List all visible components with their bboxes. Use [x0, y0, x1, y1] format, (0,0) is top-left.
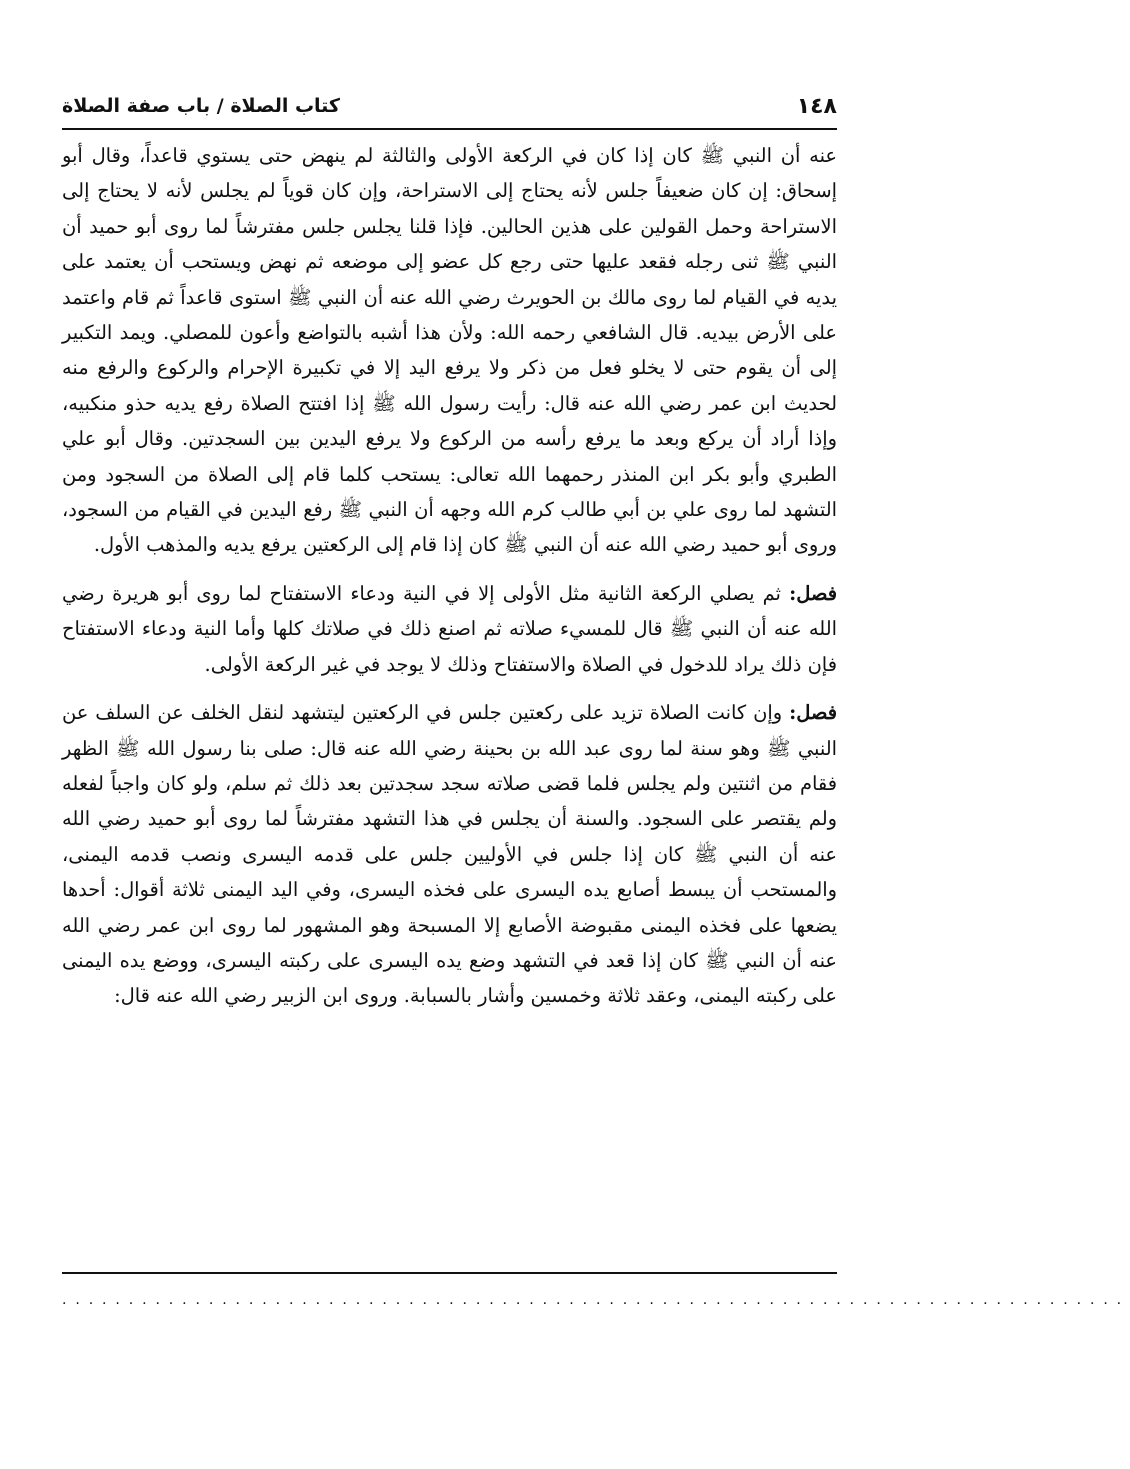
page-number: ١٤٨ — [796, 93, 837, 119]
paragraph-3 — [62, 695, 837, 1014]
main-text — [62, 138, 837, 1014]
section-label: فصل: — [789, 581, 837, 605]
paragraph-1: عنه أن النبي ﷺ كان إذا كان في الركعة الأولى والثالثة لم ينهض حتى يستوي قاعداً، وقال أبو إسحاق: إن كان ضعيفاً جلس لأنه يحتاج إلى الاستراحة، وإن كان قوياً لم يجلس لأنه لا يحتاج إلى الاستراحة وحمل القولين على هذين الحالين. فإذا قلنا يجلس جلس مفترشاً لما روى أبو حميد أن النبي ﷺ ثنى رجله فقعد عليها حتى رجع كل عضو إلى موضعه ثم نهض ويستحب أن يعتمد على يديه في القيام لما روى مالك بن الحويرث رضي الله عنه أن النبي ﷺ استوى قاعداً ثم قام واعتمد على الأرض بيديه. قال الشافعي رحمه الله: ولأن هذا أشبه بالتواضع وأعون للمصلي. ويمد التكبير إلى أن يقوم حتى لا يخلو فعل من ذكر ولا يرفع اليد إلا في تكبيرة الإحرام والركوع والرفع منه لحديث ابن عمر رضي الله عنه قال: رأيت رسول الله ﷺ إذا افتتح الصلاة رفع يديه حذو منكبيه، وإذا أراد أن يركع وبعد ما يرفع رأسه من الركوع ولا يرفع اليدين بين السجدتين. وقال أبو علي الطبري وأبو بكر ابن المنذر رحمهما الله تعالى: يستحب كلما قام إلى الصلاة من السجود ومن التشهد لما روى علي بن أبي طالب كرم الله وجهه أن النبي ﷺ رفع اليدين في القيام من السجود، وروى أبو حميد رضي الله عنه أن النبي ﷺ كان إذا قام إلى الركعتين يرفع يديه والمذهب الأول. — [62, 144, 837, 557]
paragraph-2-text: ثم يصلي الركعة الثانية مثل الأولى إلا في النية ودعاء الاستفتاح لما روى أبو هريرة رضي الله عنه أن النبي ﷺ قال للمسيء صلاته ثم اصنع ذلك في صلاتك كلها وأما النية ودعاء الاستفتاح فإن ذلك يراد للدخول في الصلاة والاستفتاح وذلك لا يوجد في غير الركعة الأولى. — [62, 581, 837, 676]
footnote-dots: ................................................................................ — [62, 1292, 1130, 1308]
page-header — [62, 88, 837, 124]
footnote-rule — [62, 1272, 837, 1274]
header-rule — [62, 128, 837, 130]
running-title: كتاب الصلاة / باب صفة الصلاة — [62, 95, 340, 117]
paragraph-2 — [62, 576, 837, 682]
section-label: فصل: — [789, 701, 837, 725]
paragraph-3-text: وإن كانت الصلاة تزيد على ركعتين جلس في الركعتين ليتشهد لنقل الخلف عن السلف عن النبي ﷺ وهو سنة لما روى عبد الله بن بحينة رضي الله عنه قال: صلى بنا رسول الله ﷺ الظهر فقام من اثنتين ولم يجلس فلما قضى صلاته سجد سجدتين بعد ذلك ثم سلم، ولو كان واجباً لفعله ولم يقتصر على السجود. والسنة أن يجلس في هذا التشهد مفترشاً لما روى أبو حميد رضي الله عنه أن النبي ﷺ كان إذا جلس في الأوليين جلس على قدمه اليسرى ونصب قدمه اليمنى، والمستحب أن يبسط أصابع يده اليسرى على فخذه اليسرى، وفي اليد اليمنى ثلاثة أقوال: أحدها يضعها على فخذه اليمنى مقبوضة الأصابع إلا المسبحة وهو المشهور لما روى ابن عمر رضي الله عنه أن النبي ﷺ كان إذا قعد في التشهد وضع يده اليسرى على ركبته اليسرى، ووضع يده اليمنى على ركبته اليمنى، وعقد ثلاثة وخمسين وأشار بالسبابة. وروى ابن الزبير رضي الله عنه قال: — [62, 701, 837, 1008]
